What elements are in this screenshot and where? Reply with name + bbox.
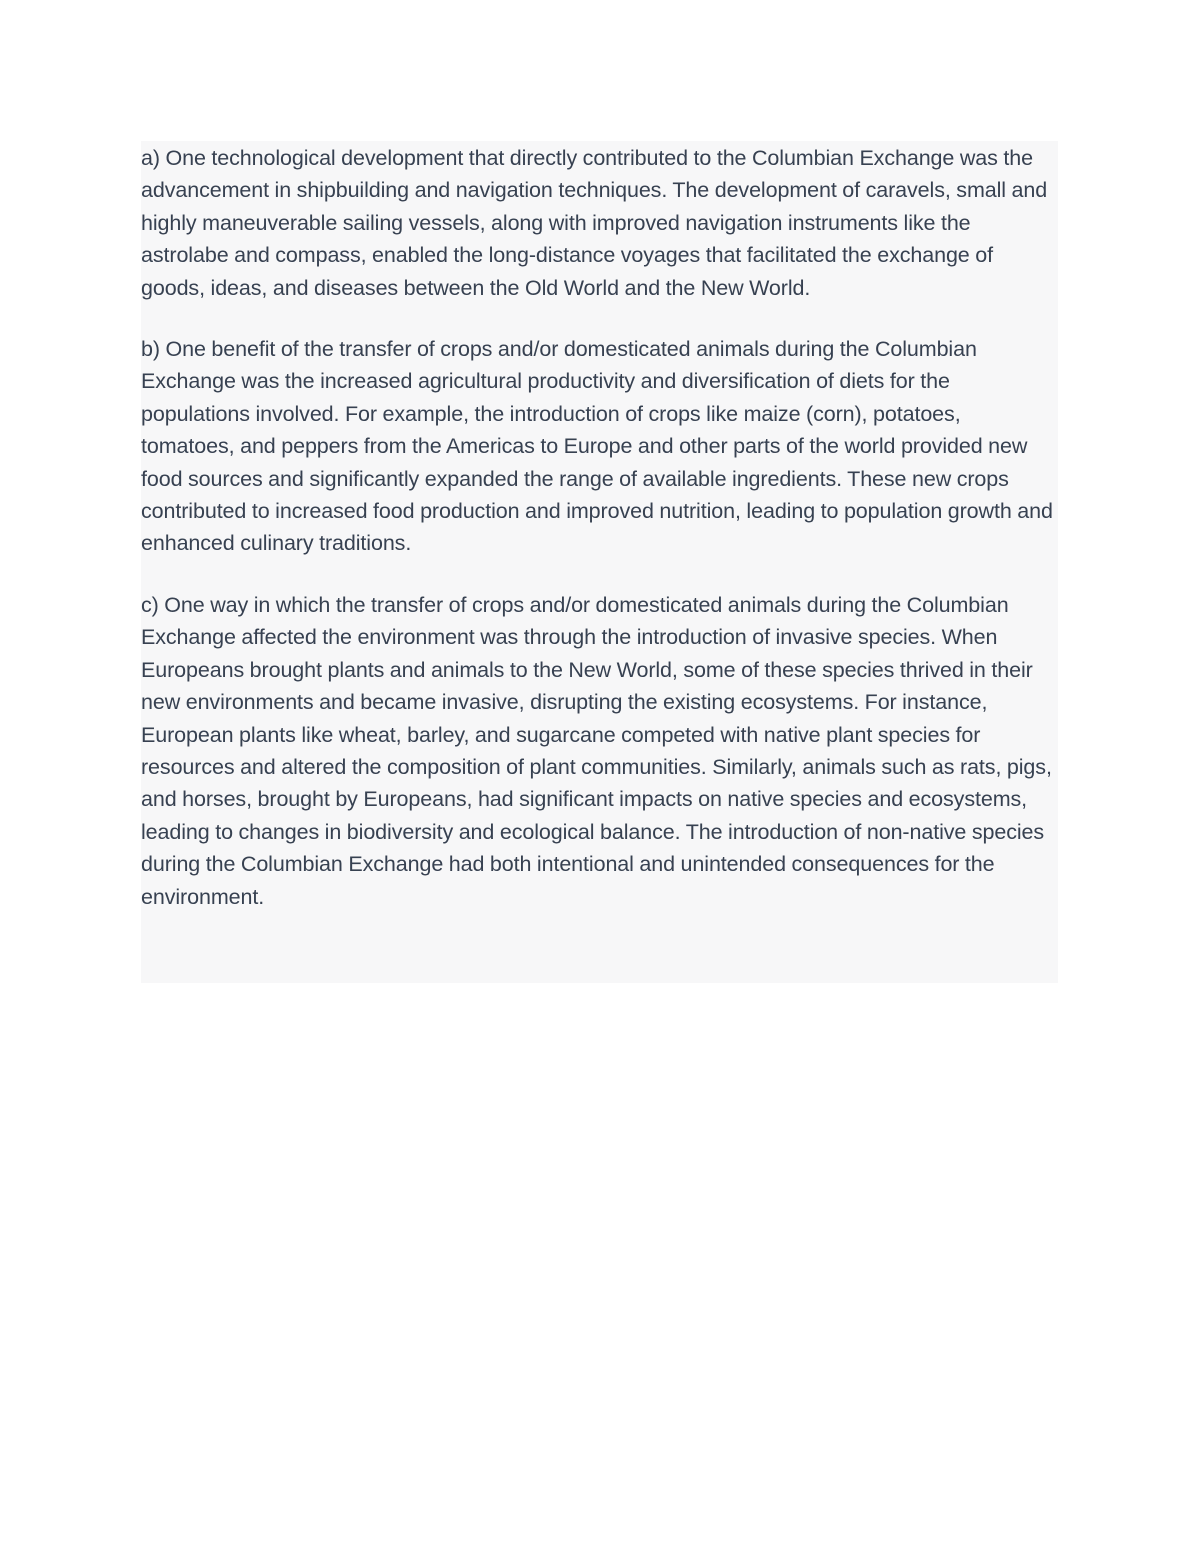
answer-paragraph-b: b) One benefit of the transfer of crops and/or domesticated animals during the Columbian Exchange was the increased agricultural productivity and diversification of diets for the populations involved. For example, the introduction of crops like maize (corn), potatoes, tomatoes, and peppers from the Americas to Europe and other parts of the world provided new food sources and significantly expanded the range of available ingredients. These new crops contributed to increased food production and improved nutrition, leading to population growth and enhanced culinary traditions. xyxy=(141,337,1053,556)
answer-block xyxy=(141,141,1058,983)
answer-paragraph-c: c) One way in which the transfer of crops and/or domesticated animals during the Columbian Exchange affected the environment was through the introduction of invasive species. When Europeans brought plants and animals to the New World, some of these species thrived in their new environments and became invasive, disrupting the existing ecosystems. For instance, European plants like wheat, barley, and sugarcane competed with native plant species for resources and altered the composition of plant communities. Similarly, animals such as rats, pigs, and horses, brought by Europeans, had significant impacts on native species and ecosystems, leading to changes in biodiversity and ecological balance. The introduction of non-native species during the Columbian Exchange had both intentional and unintended consequences for the environment. xyxy=(141,592,1052,909)
answer-paragraph-a: a) One technological development that directly contributed to the Columbian Exchange was the advancement in shipbuilding and navigation techniques. The development of caravels, small and highly maneuverable sailing vessels, along with improved navigation instruments like the astrolabe and compass, enabled the long-distance voyages that facilitated the exchange of goods, ideas, and diseases between the Old World and the New World. xyxy=(141,146,1048,300)
